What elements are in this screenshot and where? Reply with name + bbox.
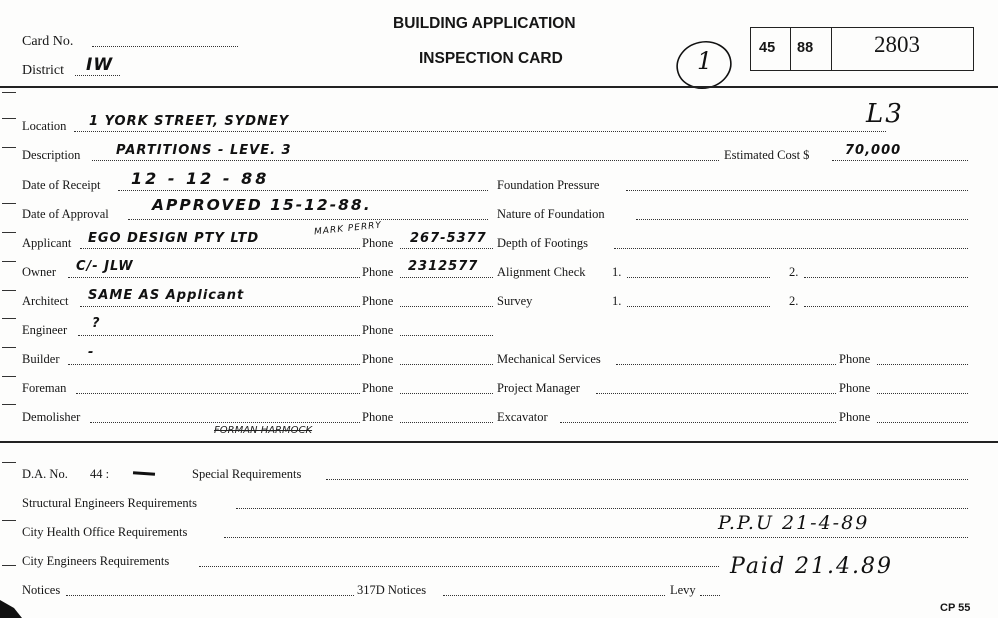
owner-label: Owner bbox=[22, 265, 57, 279]
edge-tick bbox=[2, 347, 16, 348]
card-no-label: Card No. bbox=[22, 34, 74, 49]
alignment-check-label: Alignment Check bbox=[497, 265, 586, 279]
description-value: PARTITIONS - LEVE. 3 bbox=[116, 143, 292, 158]
alignment-check-2-label: 2. bbox=[789, 265, 799, 279]
excavator-label: Excavator bbox=[497, 410, 548, 424]
date-of-receipt-line bbox=[118, 190, 488, 191]
da-no-label: D.A. No. bbox=[22, 467, 68, 481]
foundation-pressure-line bbox=[626, 190, 968, 191]
demolisher-line bbox=[90, 422, 360, 423]
survey-2-label: 2. bbox=[789, 294, 799, 308]
survey-1-line bbox=[627, 306, 770, 307]
city-health-label: City Health Office Requirements bbox=[22, 525, 188, 539]
notices-line bbox=[66, 595, 354, 596]
builder-phone-label: Phone bbox=[362, 352, 394, 366]
foreman-line bbox=[76, 393, 360, 394]
edge-tick bbox=[2, 520, 16, 521]
alignment-check-1-line bbox=[627, 277, 770, 278]
architect-label: Architect bbox=[22, 294, 69, 308]
edge-tick bbox=[2, 376, 16, 377]
edge-tick bbox=[2, 318, 16, 319]
header-rule bbox=[0, 86, 998, 88]
engineer-phone-label: Phone bbox=[362, 323, 394, 337]
notices-317d-label: 317D Notices bbox=[357, 583, 427, 597]
mechanical-services-phone-line bbox=[877, 364, 968, 365]
edge-tick bbox=[2, 261, 16, 262]
alignment-check-1-label: 1. bbox=[612, 265, 622, 279]
levy-line bbox=[700, 595, 720, 596]
da-no-value: 44 : bbox=[90, 467, 110, 481]
edge-tick bbox=[2, 565, 16, 566]
struck-out-note: FORMAN HARMOCK bbox=[214, 425, 313, 436]
excavator-phone-label: Phone bbox=[839, 410, 871, 424]
engineer-phone-line bbox=[400, 335, 493, 336]
excavator-phone-line bbox=[877, 422, 968, 423]
circled-number: 1 bbox=[697, 47, 715, 75]
estimated-cost-label: Estimated Cost $ bbox=[724, 148, 810, 162]
description-label: Description bbox=[22, 148, 81, 162]
foundation-pressure-label: Foundation Pressure bbox=[497, 178, 600, 192]
city-health-value: P.P.U 21-4-89 bbox=[718, 512, 870, 534]
survey-1-label: 1. bbox=[612, 294, 622, 308]
owner-phone: 2312577 bbox=[408, 259, 479, 274]
mechanical-services-label: Mechanical Services bbox=[497, 352, 601, 366]
nature-of-foundation-line bbox=[636, 219, 968, 220]
mechanical-services-phone-label: Phone bbox=[839, 352, 871, 366]
foreman-phone-line bbox=[400, 393, 493, 394]
district-label: District bbox=[22, 63, 64, 78]
levy-label: Levy bbox=[670, 583, 696, 597]
project-manager-label: Project Manager bbox=[497, 381, 580, 395]
edge-tick bbox=[2, 290, 16, 291]
edge-tick bbox=[2, 462, 16, 463]
edge-tick bbox=[2, 118, 16, 119]
location-line bbox=[74, 131, 886, 132]
builder-label: Builder bbox=[22, 352, 60, 366]
structural-engineers-line bbox=[236, 508, 968, 509]
depth-of-footings-line bbox=[614, 248, 968, 249]
architect-value: SAME AS Applicant bbox=[88, 288, 245, 303]
file-number-box bbox=[750, 27, 974, 71]
city-engineers-line bbox=[199, 566, 719, 567]
mechanical-services-line bbox=[616, 364, 836, 365]
date-of-approval-line bbox=[128, 219, 488, 220]
engineer-value: ? bbox=[92, 316, 101, 331]
foreman-label: Foreman bbox=[22, 381, 67, 395]
special-requirements-label: Special Requirements bbox=[192, 467, 302, 481]
special-requirements-line bbox=[326, 479, 968, 480]
owner-phone-line bbox=[400, 277, 493, 278]
applicant-phone: 267-5377 bbox=[410, 231, 487, 246]
applicant-contact: MARK PERRY bbox=[313, 220, 383, 238]
architect-phone-label: Phone bbox=[362, 294, 394, 308]
applicant-line bbox=[80, 248, 360, 249]
edge-tick bbox=[2, 404, 16, 405]
district-value: IW bbox=[86, 55, 114, 75]
location-label: Location bbox=[22, 119, 67, 133]
survey-2-line bbox=[804, 306, 968, 307]
box-divider bbox=[831, 27, 832, 71]
project-manager-phone-label: Phone bbox=[839, 381, 871, 395]
engineer-line bbox=[78, 335, 360, 336]
applicant-phone-label: Phone bbox=[362, 236, 394, 250]
project-manager-line bbox=[596, 393, 836, 394]
owner-value: C/- JLW bbox=[76, 259, 134, 274]
builder-line bbox=[68, 364, 360, 365]
city-health-line bbox=[224, 537, 968, 538]
owner-phone-label: Phone bbox=[362, 265, 394, 279]
file-number-part1: 45 bbox=[759, 40, 776, 56]
applicant-phone-line bbox=[400, 248, 493, 249]
city-engineers-label: City Engineers Requirements bbox=[22, 554, 170, 568]
applicant-value: EGO DESIGN PTY LTD bbox=[88, 231, 260, 246]
district-line bbox=[75, 75, 120, 76]
paid-stamp: Paid 21.4.89 bbox=[730, 554, 894, 579]
depth-of-footings-label: Depth of Footings bbox=[497, 236, 588, 250]
builder-phone-line bbox=[400, 364, 493, 365]
card-title-line2: INSPECTION CARD bbox=[419, 50, 563, 67]
notices-317d-line bbox=[443, 595, 665, 596]
date-of-approval-value: APPROVED 15-12-88. bbox=[152, 196, 372, 214]
demolisher-label: Demolisher bbox=[22, 410, 81, 424]
structural-engineers-label: Structural Engineers Requirements bbox=[22, 496, 197, 510]
da-no-dash bbox=[133, 471, 155, 476]
section-rule bbox=[0, 441, 998, 443]
survey-label: Survey bbox=[497, 294, 533, 308]
builder-value: - bbox=[88, 345, 95, 360]
owner-line bbox=[68, 277, 360, 278]
date-of-receipt-label: Date of Receipt bbox=[22, 178, 101, 192]
demolisher-phone-label: Phone bbox=[362, 410, 394, 424]
architect-phone-line bbox=[400, 306, 493, 307]
date-of-approval-label: Date of Approval bbox=[22, 207, 109, 221]
description-line bbox=[92, 160, 719, 161]
foreman-phone-label: Phone bbox=[362, 381, 394, 395]
edge-tick bbox=[2, 92, 16, 93]
project-manager-phone-line bbox=[877, 393, 968, 394]
notices-label: Notices bbox=[22, 583, 61, 597]
file-number-part3: 2803 bbox=[874, 32, 920, 57]
demolisher-phone-line bbox=[400, 422, 493, 423]
engineer-label: Engineer bbox=[22, 323, 68, 337]
form-code: CP 55 bbox=[940, 602, 971, 614]
card-title-line1: BUILDING APPLICATION bbox=[393, 15, 576, 32]
estimated-cost-value: 70,000 bbox=[845, 143, 902, 158]
date-of-receipt-value: 12 - 12 - 88 bbox=[131, 169, 270, 188]
alignment-check-2-line bbox=[804, 277, 968, 278]
architect-line bbox=[80, 306, 360, 307]
location-value: 1 YORK STREET, SYDNEY bbox=[89, 114, 290, 129]
applicant-label: Applicant bbox=[22, 236, 72, 250]
nature-of-foundation-label: Nature of Foundation bbox=[497, 207, 605, 221]
edge-tick bbox=[2, 232, 16, 233]
edge-tick bbox=[2, 203, 16, 204]
estimated-cost-line bbox=[832, 160, 968, 161]
box-divider bbox=[790, 27, 791, 71]
excavator-line bbox=[560, 422, 836, 423]
file-number-part2: 88 bbox=[797, 40, 814, 56]
edge-tick bbox=[2, 147, 16, 148]
level-mark: L3 bbox=[866, 99, 904, 129]
corner-mark bbox=[0, 596, 30, 618]
card-no-line bbox=[92, 46, 238, 47]
